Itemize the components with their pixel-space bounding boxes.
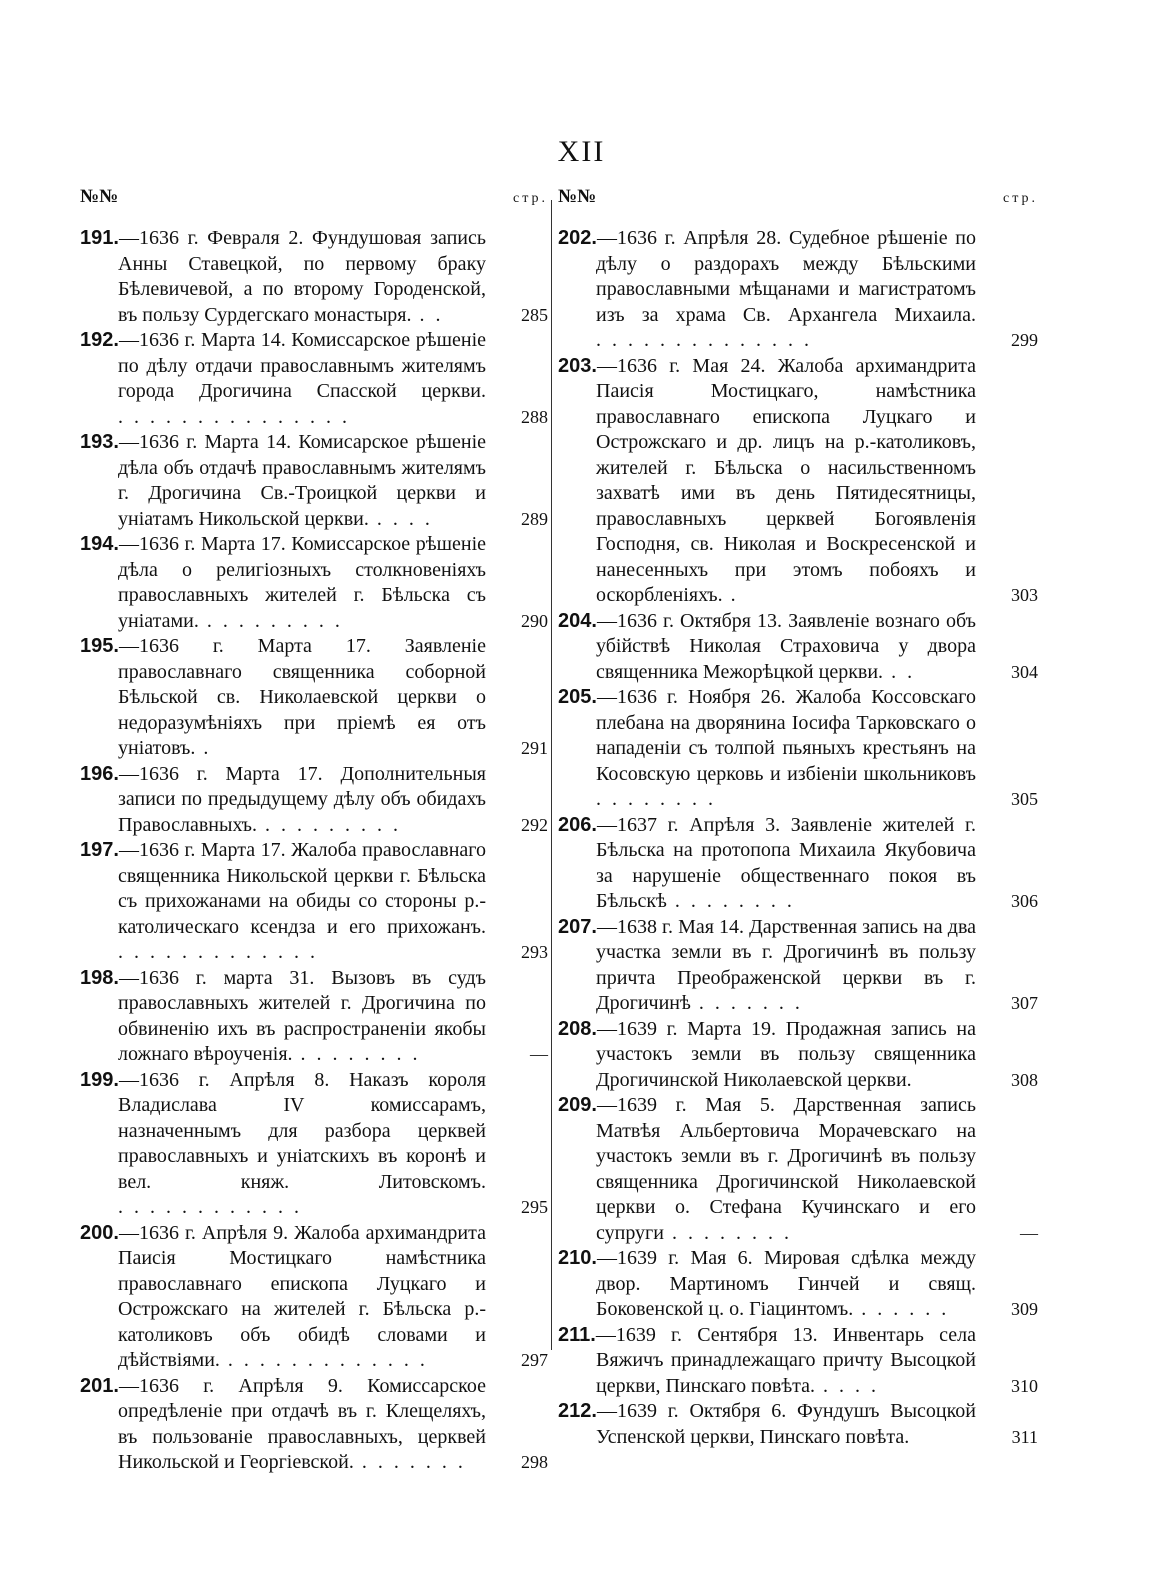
- leader-dots: . . . . . . . . .: [257, 813, 402, 836]
- entry-description: —1636 г. Марта 17. Жалоба православнаго священника Никольской церкви г. Бѣльска съ прихожанами на обиды со стороны р.-католическаго ксендза и его прихожанъ.: [118, 839, 486, 938]
- entry-number: 197.: [80, 839, 119, 861]
- entry-number: 212.: [558, 1400, 597, 1422]
- toc-entry: [558, 1399, 1038, 1450]
- entry-number: 209.: [558, 1094, 597, 1116]
- entry-page-number: 307: [1011, 993, 1038, 1013]
- header-number-label: №№: [80, 186, 119, 207]
- entry-page-number: 311: [1011, 1426, 1038, 1447]
- entry-list: [558, 226, 1038, 1450]
- entry-page-number: 303: [1011, 585, 1038, 605]
- entry-text-block: [80, 1068, 548, 1221]
- leader-dots: . . . . . . . . . . . .: [118, 1196, 302, 1218]
- toc-entry: [80, 762, 548, 839]
- leader-dots: . . . . . . . .: [292, 1043, 421, 1065]
- entry-text-block: [80, 634, 548, 762]
- entry-description: —1639 г. Октября 6. Фундушъ Высоцкой Успенской церкви, Пинскаго повѣта.: [596, 1400, 976, 1448]
- toc-entry: [80, 532, 548, 634]
- toc-entry: [558, 685, 1038, 813]
- entry-number: 194.: [80, 533, 119, 555]
- page-number: XII: [557, 135, 606, 168]
- entry-text-block: [80, 1221, 548, 1374]
- entry-page-number: 289: [521, 508, 548, 529]
- entry-description: —1637 г. Апрѣля 3. Заявленіе жителей г. Бѣльска на протопопа Михаила Якубовича за нарушеніе общественнаго покоя въ Бѣльскѣ: [596, 813, 976, 912]
- entry-text-block: [80, 1374, 548, 1476]
- toc-entry: [558, 915, 1038, 1017]
- right-column: [558, 186, 1038, 1450]
- entry-description: —1638 г. Мая 14. Дарственная запись на два участка земли въ г. Дрогичинѣ въ пользу причта Преображенской церкви въ г. Дрогичинѣ: [596, 915, 976, 1014]
- entry-page-number: 292: [521, 814, 548, 835]
- entry-page-number: 310: [1011, 1375, 1038, 1396]
- toc-entry: [80, 634, 548, 762]
- entry-description: —1636 г. Марта 17. Дополнительныя записи по предыдущему дѣлу объ обидахъ Православныхъ.: [118, 762, 486, 836]
- leader-dots: .: [195, 737, 212, 759]
- entry-description: —1639 г. Марта 19. Продажная запись на участокъ земли въ пользу священника Дрогичинской Николаевской церкви.: [596, 1017, 976, 1091]
- entry-number: 195.: [80, 635, 119, 657]
- entry-number: 200.: [80, 1221, 119, 1244]
- header-page-label: стр.: [1002, 191, 1038, 206]
- entry-text-block: [80, 430, 548, 532]
- entry-text-block: [558, 1246, 1038, 1323]
- entry-text-block: [558, 813, 1038, 915]
- entry-page-number: 297: [521, 1350, 548, 1370]
- toc-entry: [558, 1093, 1038, 1246]
- entry-number: 198.: [80, 966, 119, 989]
- toc-entry: [558, 354, 1038, 609]
- entry-number: 208.: [558, 1017, 597, 1040]
- entry-page-number: 309: [1011, 1299, 1038, 1319]
- entry-description: —1636 г. Марта 17. Комиссарское рѣшеніе дѣла о религіозныхъ столкновеніяхъ православныхъ жителей г. Бѣльска съ уніатами.: [118, 533, 486, 632]
- entry-page-number: 306: [1011, 891, 1038, 911]
- leader-dots: . . . .: [815, 1374, 880, 1397]
- entry-page-number: 298: [521, 1452, 548, 1472]
- entry-number: 210.: [558, 1247, 597, 1269]
- toc-entry: [558, 1246, 1038, 1323]
- leader-dots: . . . . . . . . .: [198, 609, 343, 632]
- entry-text-block: [558, 609, 1038, 686]
- leader-dots: . . . .: [368, 507, 433, 530]
- entry-text-block: [80, 838, 548, 966]
- entry-number: 205.: [558, 686, 597, 708]
- entry-description: —1639 г. Мая 6. Мировая сдѣлка между двор. Мартиномъ Гинчей и свящ. Боковенской ц. о. Гіацинтомъ.: [596, 1247, 976, 1320]
- entry-text-block: [80, 226, 548, 328]
- entry-page-number: 285: [521, 304, 548, 325]
- entry-page-number: 305: [1011, 789, 1038, 809]
- entry-text-block: [558, 915, 1038, 1017]
- header-page-label: стр.: [512, 191, 548, 206]
- entry-description: —1636 г. Октября 13. Заявленіе вознаго объ убійствѣ Николая Страховича у двора священника Межорѣцкой церкви.: [596, 609, 976, 683]
- entry-page-number: —: [1020, 1222, 1038, 1243]
- column-header: [80, 186, 548, 226]
- toc-entry: [558, 1017, 1038, 1094]
- column-header: [558, 186, 1038, 226]
- leader-dots: . . . . . . .: [353, 1451, 466, 1473]
- toc-entry: [558, 813, 1038, 915]
- left-column: [80, 186, 548, 1476]
- entry-page-number: 293: [521, 942, 548, 962]
- entry-description: —1636 г. Ноября 26. Жалоба Коссовскаго плебана на дворянина Іосифа Тарковскаго о нападеніи съ толпой пьяныхъ крестьянъ на Косовскую церковь и избіеніи школьниковъ: [596, 686, 976, 785]
- entry-text-block: [558, 1323, 1038, 1400]
- toc-entry: [558, 226, 1038, 354]
- entry-text-block: [558, 226, 1038, 354]
- entry-description: —1636 г. Февраля 2. Фундушовая запись Анны Ставецкой, по первому браку Бѣлевичевой, а по второму Городенской, въ пользу Сурдегскаго монастыря.: [118, 227, 486, 326]
- leader-dots: . . . . . . . . . . . . . .: [596, 329, 812, 351]
- entry-page-number: 308: [1011, 1069, 1038, 1090]
- entry-text-block: [80, 328, 548, 430]
- entry-number: 192.: [80, 329, 119, 351]
- entry-description: —1636 г. Марта 17. Заявленіе православнаго священника соборной Бѣльской св. Николаевской церкви о недоразумѣніяхъ при пріемѣ ея отъ уніатовъ.: [118, 635, 486, 759]
- header-number-label: №№: [558, 186, 597, 207]
- entry-text-block: [558, 1093, 1038, 1246]
- entry-page-number: 299: [1011, 330, 1038, 350]
- toc-entry: [80, 328, 548, 430]
- leader-dots: . . . . . . . . . . . . .: [219, 1349, 428, 1371]
- entry-description: —1636 г. Апрѣля 9. Комиссарское опредѣленіе при отдачѣ въ г. Клещеляхъ, въ пользованіе православныхъ, церквей Никольской и Георгіевской.: [118, 1374, 486, 1473]
- toc-entry: [558, 1323, 1038, 1400]
- entry-description: —1636 г. Мая 24. Жалоба архимандрита Паисія Мостицкаго, намѣстника православнаго епископа Луцкаго и Острожскаго и др. лицъ на р.-католиковъ, жителей г. Бѣльска о насильственномъ захватѣ ими въ день Пятидесятницы, православныхъ церквей Богоявленія Господня, св. Николая и Воскресенской и нанесенныхъ при этомъ побояхъ и оскорбленіяхъ.: [596, 354, 976, 606]
- leader-dots: . .: [883, 660, 916, 683]
- entry-page-number: 288: [521, 406, 548, 427]
- toc-entry: [80, 430, 548, 532]
- toc-entry: [80, 226, 548, 328]
- entry-description: —1636 г. Апрѣля 28. Судебное рѣшеніе по дѣлу о раздорахъ между Бѣльскими православными мѣщанами и магистратомъ изъ за храма Св. Архангела Михаила.: [596, 227, 976, 326]
- entry-text-block: [80, 966, 548, 1068]
- entry-page-number: —: [530, 1044, 548, 1064]
- entry-description: —1636 г. Марта 14. Комисарское рѣшеніе дѣла объ отдачѣ православнымъ жителямъ г. Дрогичина Св.-Троицкой церкви и уніатамъ Никольской церкви.: [118, 431, 486, 530]
- leader-dots: . . . . . .: [853, 1298, 950, 1320]
- entry-number: 193.: [80, 431, 119, 453]
- toc-entry: [558, 609, 1038, 686]
- entry-number: 199.: [80, 1068, 119, 1091]
- toc-entry: [80, 1221, 548, 1374]
- entry-number: 204.: [558, 609, 597, 632]
- entry-description: —1636 г. Апрѣля 9. Жалоба архимандрита Паисія Мостицкаго намѣстника православнаго епископа Луцкаго и Острожскаго на жителей г. Бѣльска р.-католиковъ объ обидѣ словами и дѣйствіями.: [118, 1221, 486, 1371]
- entry-description: —1636 г. Марта 14. Комиссарское рѣшеніе по дѣлу отдачи православнымъ жителямъ города Дрогичина Спасской церкви.: [118, 329, 486, 402]
- entry-number: 211.: [558, 1323, 596, 1346]
- entry-number: 206.: [558, 813, 597, 836]
- entry-description: —1636 г. марта 31. Вызовъ въ судъ православныхъ жителей г. Дрогичина по обвиненію ихъ въ распространеніи якобы ложнаго вѣроученія.: [118, 966, 486, 1065]
- entry-description: —1639 г. Мая 5. Дарственная запись Матвѣя Альбертовича Морачевскаго на участокъ земли въ г. Дрогичинѣ въ пользу священника Дрогичинской Николаевской церкви о. Стефана Кучинскаго и его супруги: [596, 1094, 976, 1244]
- entry-text-block: [558, 1017, 1038, 1094]
- entry-page-number: 295: [521, 1197, 548, 1217]
- leader-dots: . .: [411, 303, 444, 326]
- entry-description: —1639 г. Сентября 13. Инвентарь села Вяжичъ принадлежащаго причту Высоцкой церкви, Пинскаго повѣта.: [595, 1323, 976, 1397]
- entry-number: 202.: [558, 227, 597, 249]
- entry-list: [80, 226, 548, 1476]
- column-divider: [551, 200, 552, 1350]
- entry-number: 201.: [80, 1374, 119, 1397]
- toc-entry: [80, 966, 548, 1068]
- leader-dots: . . . . . . . .: [596, 788, 716, 810]
- leader-dots: . . . . . . .: [690, 992, 803, 1014]
- toc-entry: [80, 838, 548, 966]
- leader-dots: . . . . . . . .: [663, 1221, 792, 1244]
- entry-description: —1636 г. Апрѣля 8. Наказъ короля Владислава IV комиссарамъ, назначеннымъ для разбора церквей православныхъ и уніатскихъ въ коронѣ и вел. княж. Литовскомъ.: [118, 1068, 486, 1193]
- entry-text-block: [80, 532, 548, 634]
- entry-text-block: [558, 685, 1038, 813]
- entry-number: 196.: [80, 762, 119, 785]
- entry-page-number: 290: [521, 610, 548, 631]
- leader-dots: .: [722, 584, 739, 606]
- entry-number: 191.: [80, 227, 119, 249]
- entry-page-number: 304: [1011, 661, 1038, 682]
- entry-text-block: [80, 762, 548, 839]
- entry-number: 207.: [558, 915, 597, 938]
- entry-number: 203.: [558, 354, 597, 377]
- leader-dots: . . . . . . . . . . . . .: [118, 941, 318, 963]
- entry-page-number: 291: [521, 738, 548, 758]
- toc-entry: [80, 1374, 548, 1476]
- leader-dots: . . . . . . . .: [666, 890, 795, 912]
- entry-text-block: [558, 354, 1038, 609]
- entry-text-block: [558, 1399, 1038, 1450]
- leader-dots: . . . . . . . . . . . . . . .: [118, 405, 350, 428]
- toc-entry: [80, 1068, 548, 1221]
